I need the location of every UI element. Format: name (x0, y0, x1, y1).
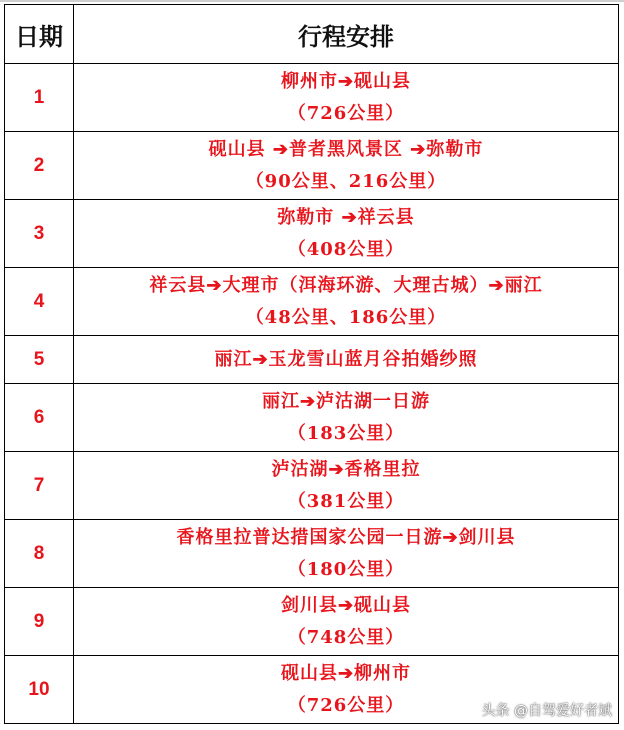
distance-text: （726公里） (287, 102, 405, 124)
distance-text: （48公里、186公里） (245, 306, 447, 328)
plan-cell (74, 336, 619, 384)
route-text: 弥勒市 ➔祥云县 (277, 206, 415, 228)
plan-cell (74, 268, 619, 336)
day-number: 2 (5, 132, 74, 200)
table-row (5, 588, 619, 656)
table-row (5, 520, 619, 588)
plan-cell (74, 64, 619, 132)
day-number: 7 (5, 452, 74, 520)
day-number: 5 (5, 336, 74, 384)
table-row (5, 200, 619, 268)
header-day: 日期 (5, 5, 74, 64)
itinerary-table (4, 4, 619, 724)
table-row (5, 452, 619, 520)
distance-text: （381公里） (287, 490, 405, 512)
day-number: 4 (5, 268, 74, 336)
plan-cell (74, 520, 619, 588)
plan-cell (74, 132, 619, 200)
route-text: 丽江➔玉龙雪山蓝月谷拍婚纱照 (214, 348, 478, 370)
table-row (5, 336, 619, 384)
table-row (5, 132, 619, 200)
route-text: 丽江➔泸沽湖一日游 (261, 390, 431, 412)
route-text: 剑川县➔砚山县 (280, 594, 412, 616)
table-row (5, 384, 619, 452)
distance-text: （408公里） (287, 238, 405, 260)
table-body (5, 64, 619, 724)
table-row (5, 268, 619, 336)
table-header-row (5, 5, 619, 64)
plan-cell (74, 588, 619, 656)
watermark: 头条 @自驾爱好者斌 (481, 703, 612, 719)
route-text: 砚山县 ➔普者黑风景区 ➔弥勒市 (208, 138, 484, 160)
day-number: 3 (5, 200, 74, 268)
day-number: 1 (5, 64, 74, 132)
distance-text: （90公里、216公里） (245, 170, 447, 192)
distance-text: （726公里） (287, 694, 405, 716)
top-divider (0, 0, 624, 2)
plan-cell (74, 384, 619, 452)
header-plan: 行程安排 (74, 5, 619, 64)
distance-text: （180公里） (287, 558, 405, 580)
distance-text: （748公里） (287, 626, 405, 648)
route-text: 香格里拉普达措国家公园一日游➔剑川县 (176, 526, 516, 548)
plan-cell (74, 200, 619, 268)
route-text: 砚山县➔柳州市 (280, 662, 412, 684)
day-number: 8 (5, 520, 74, 588)
distance-text: （183公里） (287, 422, 405, 444)
day-number: 9 (5, 588, 74, 656)
table-row (5, 64, 619, 132)
route-text: 祥云县➔大理市（洱海环游、大理古城）➔丽江 (149, 274, 543, 296)
day-number: 10 (5, 656, 74, 724)
route-text: 柳州市➔砚山县 (280, 70, 412, 92)
day-number: 6 (5, 384, 74, 452)
route-text: 泸沽湖➔香格里拉 (271, 458, 421, 480)
plan-cell (74, 452, 619, 520)
